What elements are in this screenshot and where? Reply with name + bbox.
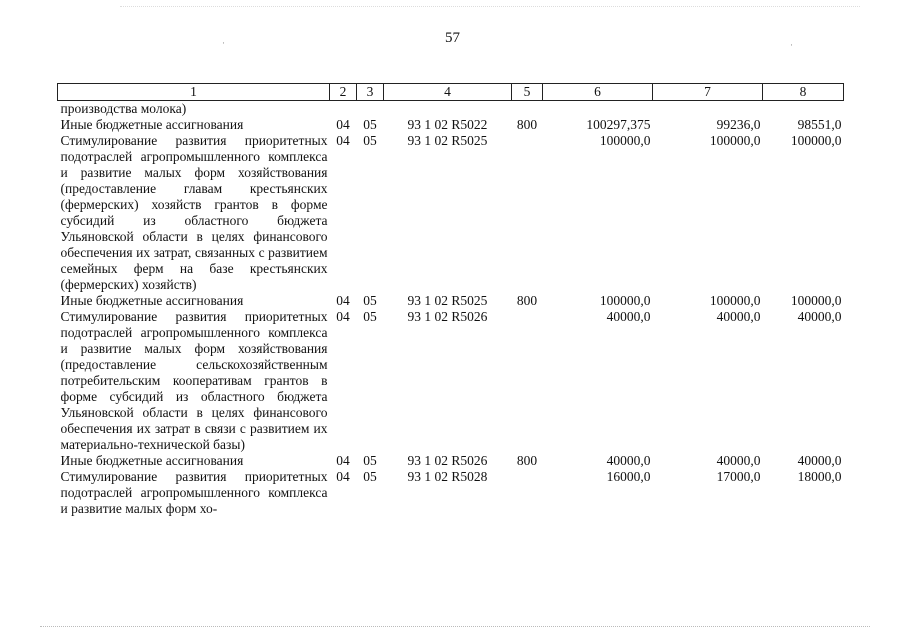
row-expense-type xyxy=(512,133,543,293)
row-name: производства молока) xyxy=(60,101,187,116)
row-subsection: 05 xyxy=(363,133,377,148)
row-name: Стимулирование развития приоритетных подотраслей агропромышленного комплекса и развитие малых форм хозяйствования (предоставление сельскохозяйственным потребительским кооперативам грантов в форме субсидий из областного бюджета Ульяновской области в целях финансового обеспечения их затрат в связи с развитием их материально-технической базы) xyxy=(60,309,328,452)
row-amount-7: 100000,0 xyxy=(709,133,761,148)
row-target-code: 93 1 02 R5025 xyxy=(407,133,488,148)
table-row xyxy=(58,293,844,309)
row-amount-6: 100000,0 xyxy=(599,293,651,308)
table-row xyxy=(58,469,844,517)
row-name: Иные бюджетные ассигнования xyxy=(60,453,244,468)
header-col-1: 1 xyxy=(58,84,330,101)
row-expense-type: 800 xyxy=(516,117,538,132)
row-amount-8: 18000,0 xyxy=(797,469,842,484)
row-name: Иные бюджетные ассигнования xyxy=(60,293,244,308)
row-amount-7: 17000,0 xyxy=(716,469,761,484)
row-amount-6: 100297,375 xyxy=(586,117,651,132)
scan-speck: · xyxy=(222,38,225,48)
row-section: 04 xyxy=(336,117,350,132)
header-row xyxy=(58,84,844,101)
row-target-code: 93 1 02 R5026 xyxy=(407,453,488,468)
row-amount-7: 40000,0 xyxy=(716,309,761,324)
row-target-code: 93 1 02 R5028 xyxy=(407,469,488,484)
table-row xyxy=(58,133,844,293)
row-amount-8: 40000,0 xyxy=(797,309,842,324)
row-name: Иные бюджетные ассигнования xyxy=(60,117,244,132)
header-col-4: 4 xyxy=(384,84,512,101)
row-amount-8: 40000,0 xyxy=(797,453,842,468)
row-amount-6: 40000,0 xyxy=(606,453,651,468)
table-row xyxy=(58,101,844,118)
row-subsection: 05 xyxy=(363,293,377,308)
scan-artifact-bottom xyxy=(40,626,870,627)
row-expense-type: 800 xyxy=(516,293,538,308)
row-subsection: 05 xyxy=(363,453,377,468)
row-subsection: 05 xyxy=(363,469,377,484)
row-amount-8: 100000,0 xyxy=(790,133,842,148)
row-amount-7 xyxy=(653,101,763,118)
row-section: 04 xyxy=(336,133,350,148)
header-col-7: 7 xyxy=(653,84,763,101)
table-row xyxy=(58,117,844,133)
row-target-code: 93 1 02 R5026 xyxy=(407,309,488,324)
table-row xyxy=(58,453,844,469)
row-target-code: 93 1 02 R5022 xyxy=(407,117,488,132)
row-amount-8 xyxy=(763,101,844,118)
header-col-8: 8 xyxy=(763,84,844,101)
row-expense-type xyxy=(512,101,543,118)
header-col-5: 5 xyxy=(512,84,543,101)
row-subsection xyxy=(357,101,384,118)
row-amount-8: 98551,0 xyxy=(797,117,842,132)
row-subsection: 05 xyxy=(363,309,377,324)
header-col-2: 2 xyxy=(330,84,357,101)
row-section: 04 xyxy=(336,469,350,484)
row-section: 04 xyxy=(336,453,350,468)
row-target-code: 93 1 02 R5025 xyxy=(407,293,488,308)
row-expense-type: 800 xyxy=(516,453,538,468)
row-section xyxy=(330,101,357,118)
header-col-3: 3 xyxy=(357,84,384,101)
scan-speck: · xyxy=(790,40,793,50)
row-amount-7: 40000,0 xyxy=(716,453,761,468)
row-section: 04 xyxy=(336,309,350,324)
row-amount-6 xyxy=(543,101,653,118)
row-amount-8: 100000,0 xyxy=(790,293,842,308)
row-subsection: 05 xyxy=(363,117,377,132)
row-expense-type xyxy=(512,309,543,453)
page-number: 57 xyxy=(445,30,460,46)
row-amount-6: 100000,0 xyxy=(599,133,651,148)
row-target-code xyxy=(384,101,512,118)
row-amount-7: 100000,0 xyxy=(709,293,761,308)
row-expense-type xyxy=(512,469,543,517)
row-amount-6: 40000,0 xyxy=(606,309,651,324)
row-amount-7: 99236,0 xyxy=(716,117,761,132)
header-col-6: 6 xyxy=(543,84,653,101)
row-section: 04 xyxy=(336,293,350,308)
scan-artifact-top xyxy=(120,6,860,7)
budget-table xyxy=(57,83,844,517)
row-name: Стимулирование развития приоритетных подотраслей агропромышленного комплекса и развитие малых форм хо- xyxy=(60,469,328,516)
table-row xyxy=(58,309,844,453)
row-name: Стимулирование развития приоритетных подотраслей агропромышленного комплекса и развитие малых форм хозяйствования (предоставление главам крестьянских (фермерских) хозяйств грантов в форме субсидий из областного бюджета Ульяновской области в целях финансового обеспечения их затрат, связанных с развитием семейных ферм на базе крестьянских (фермерских) хозяйств) xyxy=(60,133,328,292)
row-amount-6: 16000,0 xyxy=(606,469,651,484)
